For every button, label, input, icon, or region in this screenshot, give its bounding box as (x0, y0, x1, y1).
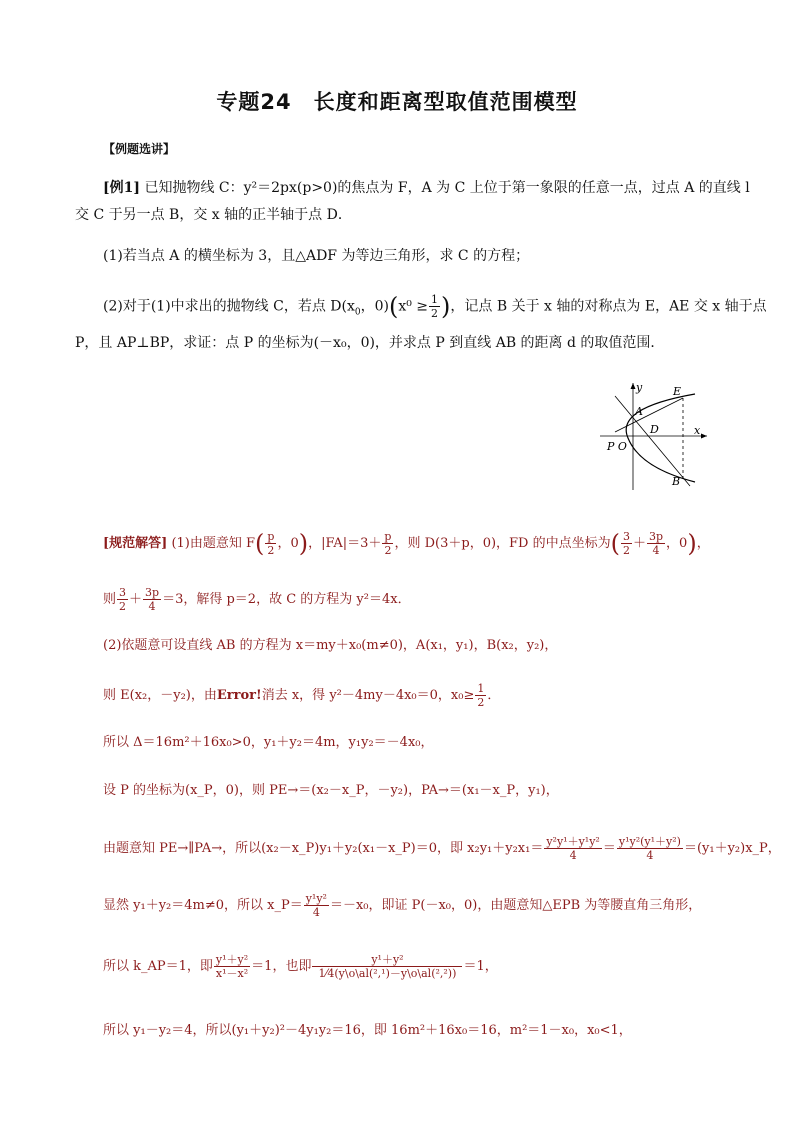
example-line1 (103, 178, 750, 198)
solution-line2: 则 $\frac{3}{2}$ ＋ $\frac{3p}{4}$ ＝3，解得 p＝2，故 C 的方程为 y²＝4x． (103, 586, 411, 613)
point-b-label: B (672, 475, 681, 488)
point-a-label: A (635, 405, 643, 418)
example-line2: 交 C 于另一点 B，交 x 轴的正半轴于点 D． (75, 207, 352, 223)
solution-line3: (2)依题意可设直线 AB 的方程为 x＝my＋x₀(m≠0)，A(x₁，y₁)，B(x₂，y₂)， (103, 638, 558, 653)
solution-line5: 所以 Δ＝16m²＋16x₀>0，y₁＋y₂＝4m，y₁y₂＝－4x₀， (103, 735, 434, 750)
solution-line7: 由题意知 PE→∥PA→，所以(x₂－x_P)y₁＋y₂(x₁－x_P)＝0，即 x₂y₁＋y₂x₁＝ $\frac{\text{y²y¹＋y¹y²}}{4}$ ＝ $\frac{\text{y¹y²(y¹＋y²)}}{4}$ ＝(y₁＋y₂)x_P， (103, 835, 781, 862)
example-part1: (1)若当点 A 的横坐标为 3，且△ADF 为等边三角形，求 C 的方程； (103, 248, 530, 264)
x-axis-label: x (694, 424, 701, 437)
solution-line9: 所以 k_AP＝1，即 $\frac{\text{y¹＋y²}}{\text{x¹－x²}}$ ＝1，也即 $\frac{\text{y¹＋y²}}{\text{1⁄4(y\textbackslash{}o\textbackslash{}al(²,¹)－y\textbackslash{}o\textbackslash{}al(²,²))}}$ ＝1， (103, 953, 498, 980)
solution-line4: 则 E(x₂，－y₂)，由Error!消去 x，得 y²－4my－4x₀＝0，x₀≥ $\frac{1}{2}$ ． (103, 682, 501, 709)
example-text-1: 已知抛物线 C：y²＝2px(p>0)的焦点为 F，A 为 C 上位于第一象限的任意一点，过点 A 的直线 l (144, 180, 750, 196)
point-e-label: E (673, 385, 682, 398)
example-label: [例1] (103, 180, 140, 196)
example-part2-line2: P，且 AP⊥BP，求证：点 P 的坐标为(－x₀，0)，并求点 P 到直线 AB 的距离 d 的取值范围． (75, 335, 665, 351)
y-axis-label: y (636, 381, 643, 394)
example-part2: (2)对于(1)中求出的抛物线 C，若点 $D(x_0$，0)(x⁰ ≥ $\frac{1}{2}$ )，记点 B 关于 x 轴的对称点为 E，AE 交 x 轴于点 (103, 292, 767, 321)
point-d-label: D (650, 423, 659, 436)
solution-line6: 设 P 的坐标为(x_P，0)，则 PE→＝(x₂－x_P，－y₂)，PA→＝(x₁－x_P，y₁)， (103, 783, 559, 798)
page-title: 专题24 长度和距离型取值范围模型 (216, 90, 578, 114)
solution-line8: 显然 y₁＋y₂＝4m≠0，所以 x_P＝ $\frac{\text{y¹y²}}{4}$ ＝－x₀，即证 P(－x₀，0)，由题意知△EPB 为等腰直角三角形， (103, 892, 702, 919)
solution-line10: 所以 y₁－y₂＝4，所以(y₁＋y₂)²－4y₁y₂＝16，即 16m²＋16x₀＝16，m²＝1－x₀，x₀<1， (103, 1023, 632, 1038)
solution-label: [规范解答] (103, 536, 168, 551)
section-label: 【例题选讲】 (103, 142, 176, 156)
parabola-figure (595, 378, 715, 493)
solution-line1: [规范解答] (1)由题意知 F( $\frac{p}{2}$ ，0)，|FA|＝3＋ $\frac{p}{2}$ ，则 D(3＋p，0)，FD 的中点坐标为( $\frac{3}{2}$ ＋ $\frac{3p}{4}$ ，0)， (103, 529, 710, 558)
point-po-label: P O (607, 440, 627, 453)
